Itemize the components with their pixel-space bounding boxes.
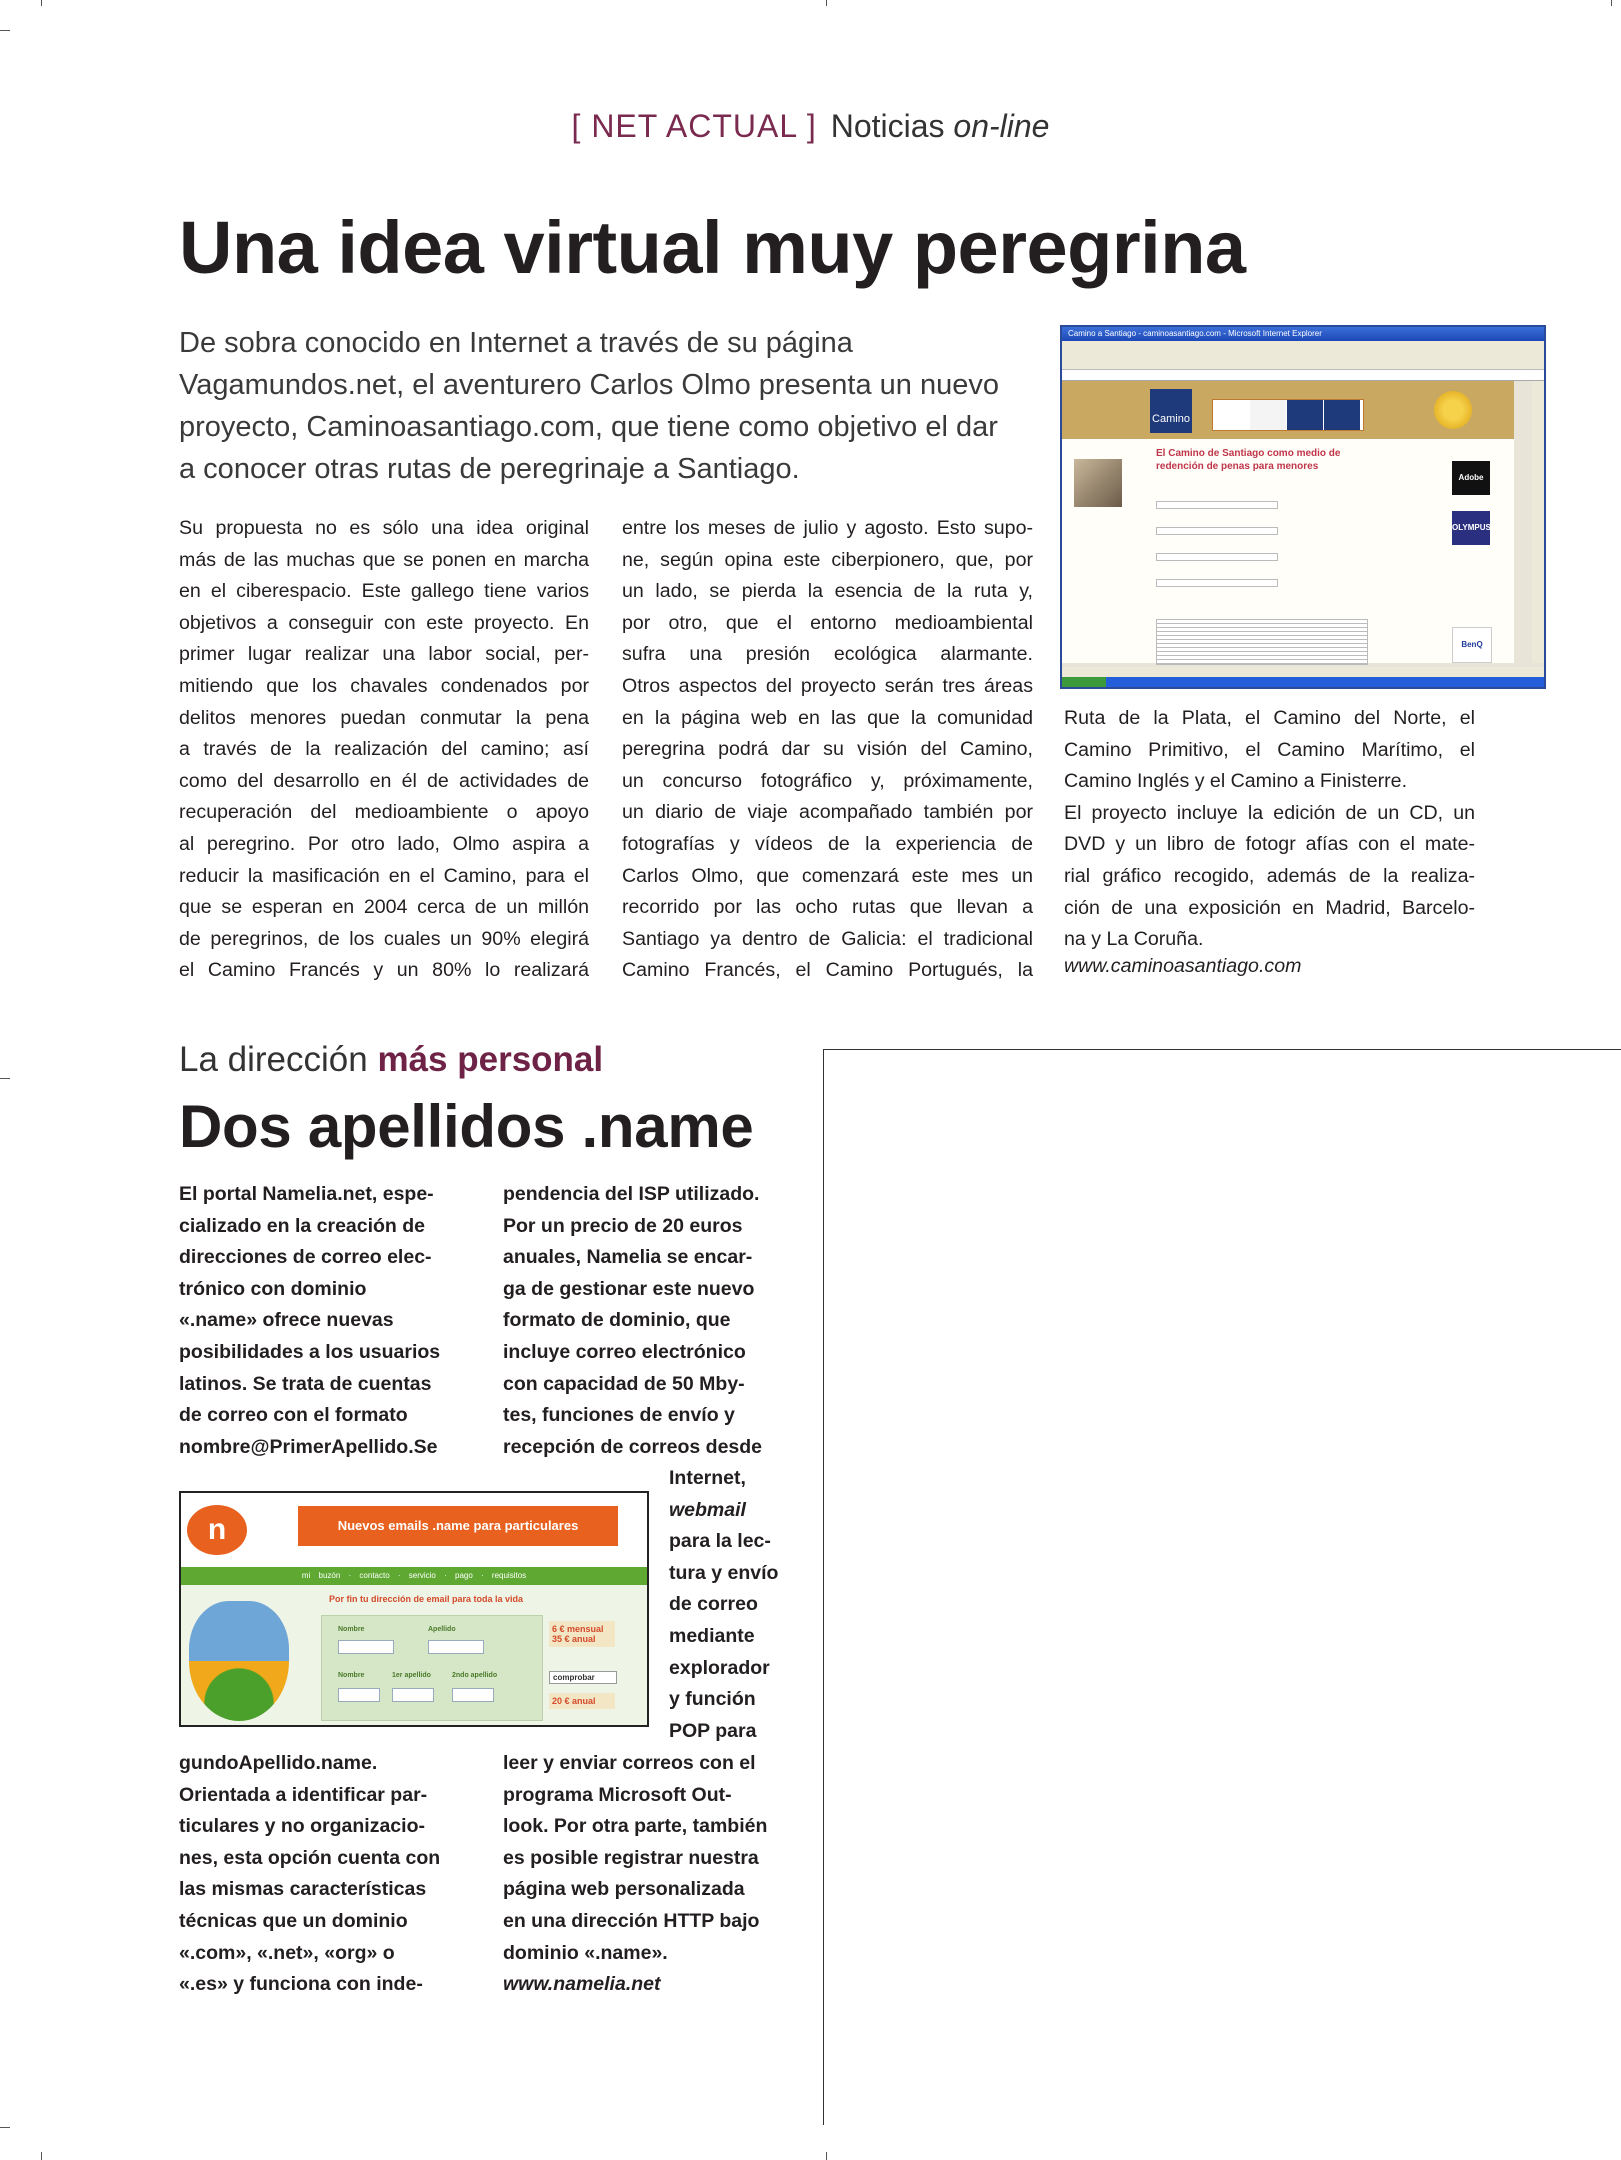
text-line: Orientada a identificar par-	[179, 1783, 428, 1806]
text-line: Camino Primitivo, el Camino Marítimo, el	[1064, 738, 1475, 761]
text-line: en el ciberespacio. Este gallego tiene varios	[179, 580, 589, 603]
name-input	[338, 1688, 380, 1702]
namelia-screenshot	[179, 1491, 649, 1727]
text-line: objetivos a conseguir con este proyecto. En	[179, 611, 589, 634]
text-line: más de las muchas que se ponen en marcha	[179, 548, 589, 571]
text-line: reducir la masificación en el Camino, para el	[179, 864, 589, 887]
text-line: por otro, que el entorno medioambiental	[622, 611, 1033, 634]
text-line: nombre@PrimerApellido.Se	[179, 1435, 438, 1458]
text-line: ga de gestionar este nuevo	[503, 1277, 755, 1300]
text-line: Ruta de la Plata, el Camino del Norte, el	[1064, 707, 1475, 729]
camino-logo: Camino	[1150, 389, 1192, 433]
article-column-2	[622, 513, 1033, 987]
lead-line: De sobra conocido en Internet a través de su página	[179, 327, 853, 359]
text-line: ne, según opina este ciberpionero, que, por	[622, 548, 1033, 571]
text-line: formato de dominio, que	[503, 1309, 731, 1332]
text-line: «.com», «.net», «org» o	[179, 1941, 395, 1964]
article2-column-2-bottom	[503, 1748, 767, 1969]
text-line: el Camino Francés y un 80% lo realizará	[179, 959, 589, 982]
crop-mark	[41, 0, 42, 6]
text-line: look. Por otra parte, también	[503, 1815, 768, 1838]
article2-column-2-top	[503, 1179, 762, 1463]
text-line: dominio «.name».	[503, 1941, 668, 1964]
text-line: ción de una exposición en Madrid, Barcelo-	[1064, 896, 1475, 919]
text-line: sufra una presión ecológica alarmante.	[622, 643, 1033, 666]
author-photo	[1074, 459, 1122, 507]
text-line: un diario de viaje acompañado también por	[622, 801, 1033, 824]
lead-line: proyecto, Caminoasantiago.com, que tiene como objetivo el dar	[179, 411, 998, 443]
text-line: latinos. Se trata de cuentas	[179, 1372, 432, 1395]
caminoasantiago-screenshot	[1060, 325, 1546, 689]
text-line: fotografías y vídeos de la experiencia de	[622, 832, 1033, 855]
form-field	[1156, 579, 1278, 587]
text-line: «.es» y funciona con inde-	[179, 1973, 423, 1996]
sponsor-benq: BenQ	[1452, 627, 1492, 663]
site-banner: Nuevos emails .name para particulares	[298, 1506, 618, 1546]
price-box	[549, 1621, 615, 1647]
text-line: «.name» ofrece nuevas	[179, 1309, 394, 1332]
letter-textarea	[1156, 619, 1368, 665]
media-logos	[1212, 399, 1364, 431]
start-button	[1062, 677, 1106, 687]
text-line: como del desarrollo en él de actividades de	[179, 769, 589, 792]
webpage	[1062, 381, 1514, 663]
toolbar	[1062, 351, 1544, 370]
text-line: posibilidades a los usuarios	[179, 1340, 441, 1363]
text-line: primer lugar realizar una labor social, per-	[179, 643, 589, 666]
text-line: recepción de correos desde	[503, 1435, 763, 1458]
crop-mark	[41, 2152, 42, 2160]
text-line: webmail	[669, 1498, 746, 1521]
text-line: de peregrinos, de los cuales un 90% elegirá	[179, 927, 589, 950]
lead-line: Vagamundos.net, el aventurero Carlos Olmo presenta un nuevo	[179, 369, 1000, 401]
text-line: un concurso fotográfico y, próximamente,	[622, 769, 1033, 792]
text-line: página web personalizada	[503, 1878, 745, 1901]
text-line: y función	[669, 1688, 756, 1711]
subtitle-italic: on-line	[953, 108, 1050, 144]
box-border-left	[823, 1049, 824, 2125]
surname-input	[428, 1640, 484, 1654]
crop-mark	[826, 2152, 827, 2160]
text-line: leer y enviar correos con el	[503, 1752, 756, 1774]
people-photo	[189, 1601, 289, 1721]
label-nombre: Nombre	[338, 1672, 365, 1679]
crop-mark	[0, 1078, 10, 1079]
text-line: un lado, se pierda la esencia de la ruta y,	[622, 580, 1033, 603]
check-button: comprobar	[549, 1671, 617, 1684]
price-annual: 35 € anual	[552, 1634, 596, 1644]
text-line: tes, funciones de envío y	[503, 1404, 735, 1427]
text-line: al peregrino. Por otro lado, Olmo aspira a	[179, 832, 589, 855]
label-apellido: Apellido	[428, 1626, 456, 1633]
text-line: pendencia del ISP utilizado.	[503, 1183, 760, 1205]
section-name: [ NET ACTUAL ]	[571, 108, 817, 144]
article-title: Una idea virtual muy peregrina	[179, 206, 1246, 289]
article-title: Dos apellidos .name	[179, 1093, 754, 1160]
box-border-top	[823, 1049, 1621, 1050]
text-line: El proyecto incluye la edición de un CD, un	[1064, 801, 1475, 824]
text-line: Otros aspectos del proyecto serán tres áreas	[622, 674, 1033, 697]
text-line: de correo con el formato	[179, 1404, 408, 1427]
text-line: es posible registrar nuestra	[503, 1846, 759, 1869]
price-annual-2: 20 € anual	[549, 1693, 615, 1709]
sponsor-olympus: OLYMPUS	[1452, 511, 1490, 545]
text-line: con capacidad de 50 Mby-	[503, 1372, 745, 1395]
price-monthly: 6 € mensual	[552, 1624, 604, 1634]
surname1-input	[392, 1688, 434, 1702]
text-line: trónico con dominio	[179, 1277, 367, 1300]
crop-mark	[1611, 0, 1612, 6]
scallop-sun-icon	[1434, 391, 1472, 429]
text-line: Santiago ya dentro de Galicia: el tradicional	[622, 927, 1033, 950]
article-lead	[179, 322, 1039, 490]
text-line: El portal Namelia.net, espe-	[179, 1183, 434, 1205]
text-line: Internet,	[669, 1467, 746, 1489]
crop-mark	[0, 30, 10, 31]
kicker-bold: más personal	[377, 1040, 604, 1079]
text-line: gundoApellido.name.	[179, 1752, 378, 1774]
surname2-input	[452, 1688, 494, 1702]
label-nombre: Nombre	[338, 1626, 365, 1633]
email-form	[321, 1615, 543, 1721]
text-line: anuales, Namelia se encar-	[503, 1246, 753, 1269]
article-column-1	[179, 513, 589, 987]
crop-mark	[826, 0, 827, 6]
text-line: en la página web en las que la comunidad	[622, 706, 1033, 729]
text-line: nes, esta opción cuenta con	[179, 1846, 441, 1869]
form-field	[1156, 527, 1278, 535]
text-line: entre los meses de julio y agosto. Esto supo-	[622, 517, 1033, 539]
section-header	[0, 108, 1621, 145]
scrollbar	[1532, 381, 1544, 663]
label-1er-apellido: 1er apellido	[392, 1672, 431, 1679]
kicker-text: La dirección	[179, 1040, 378, 1079]
article-url[interactable]: www.namelia.net	[503, 1973, 661, 1995]
article2-column-1-top	[179, 1179, 440, 1463]
text-line: POP para	[669, 1719, 757, 1742]
text-line: a través de la realización del camino; así	[179, 738, 589, 761]
text-line: peregrina podrá dar su visión del Camino,	[622, 738, 1033, 761]
text-line: recuperación del medioambiente o apoyo	[179, 801, 589, 824]
subtitle-text: Noticias	[830, 108, 954, 144]
taskbar	[1062, 677, 1544, 687]
text-line: en una dirección HTTP bajo	[503, 1909, 760, 1932]
site-banner	[1062, 381, 1514, 439]
kicker	[179, 1040, 603, 1080]
text-line: las mismas características	[179, 1878, 427, 1901]
text-line: Camino Francés, el Camino Portugués, la	[622, 959, 1033, 982]
section-subtitle	[831, 108, 1050, 144]
address-bar	[1062, 370, 1544, 381]
text-line: Camino Inglés y el Camino a Finisterre.	[1064, 770, 1408, 793]
form-field	[1156, 553, 1278, 561]
lead-line: a conocer otras rutas de peregrinaje a Santiago.	[179, 453, 800, 485]
text-line: explorador	[669, 1656, 770, 1679]
article-url[interactable]: www.caminoasantiago.com	[1064, 955, 1302, 977]
sponsor-adobe: Adobe	[1452, 461, 1490, 495]
text-line: mediante	[669, 1624, 755, 1647]
text-line: de correo	[669, 1593, 758, 1616]
text-line: Su propuesta no es sólo una idea original	[179, 517, 589, 539]
text-line: Carlos Olmo, que comenzará este mes un	[622, 864, 1033, 887]
page-headline: El Camino de Santiago como medio de redención de penas para menores	[1156, 448, 1341, 472]
tagline: Por fin tu dirección de email para toda la vida	[329, 1594, 524, 1604]
text-line: para la lec-	[669, 1530, 771, 1553]
label-2ndo-apellido: 2ndo apellido	[452, 1672, 498, 1679]
crop-mark	[0, 2127, 10, 2128]
article2-column-1-bottom	[179, 1748, 440, 2001]
text-line: direcciones de correo elec-	[179, 1246, 432, 1269]
text-line: Por un precio de 20 euros	[503, 1214, 743, 1237]
text-line: mitiendo que los chavales condenados por	[179, 674, 589, 697]
form-field	[1156, 501, 1278, 509]
text-line: rial gráfico recogido, además de la realiza-	[1064, 864, 1475, 887]
text-line: delitos menores puedan conmutar la pena	[179, 706, 589, 729]
status-bar	[1062, 667, 1544, 677]
article-column-3	[1064, 703, 1475, 956]
text-line: que se esperan en 2004 cerca de un millón	[179, 896, 589, 919]
text-line: incluye correo electrónico	[503, 1340, 746, 1363]
text-line: na y La Coruña.	[1064, 928, 1204, 951]
text-line: programa Microsoft Out-	[503, 1783, 732, 1806]
text-line: tura y envío	[669, 1561, 779, 1584]
site-nav: mi buzón · contacto · servicio · pago · requisitos	[181, 1567, 647, 1585]
window-titlebar: Camino a Santiago - caminoasantiago.com - Microsoft Internet Explorer	[1062, 327, 1544, 341]
namelia-logo: n	[187, 1505, 247, 1555]
article2-column-2-narrow	[669, 1463, 778, 1747]
name-input	[338, 1640, 394, 1654]
text-line: cializado en la creación de	[179, 1214, 426, 1237]
text-line: DVD y un libro de fotogr afías con el mate-	[1064, 833, 1475, 856]
text-line: técnicas que un dominio	[179, 1909, 408, 1932]
text-line: ticulares y no organizacio-	[179, 1815, 425, 1838]
menu-bar	[1062, 341, 1544, 351]
text-line: recorrido por las ocho rutas que llevan a	[622, 896, 1033, 919]
